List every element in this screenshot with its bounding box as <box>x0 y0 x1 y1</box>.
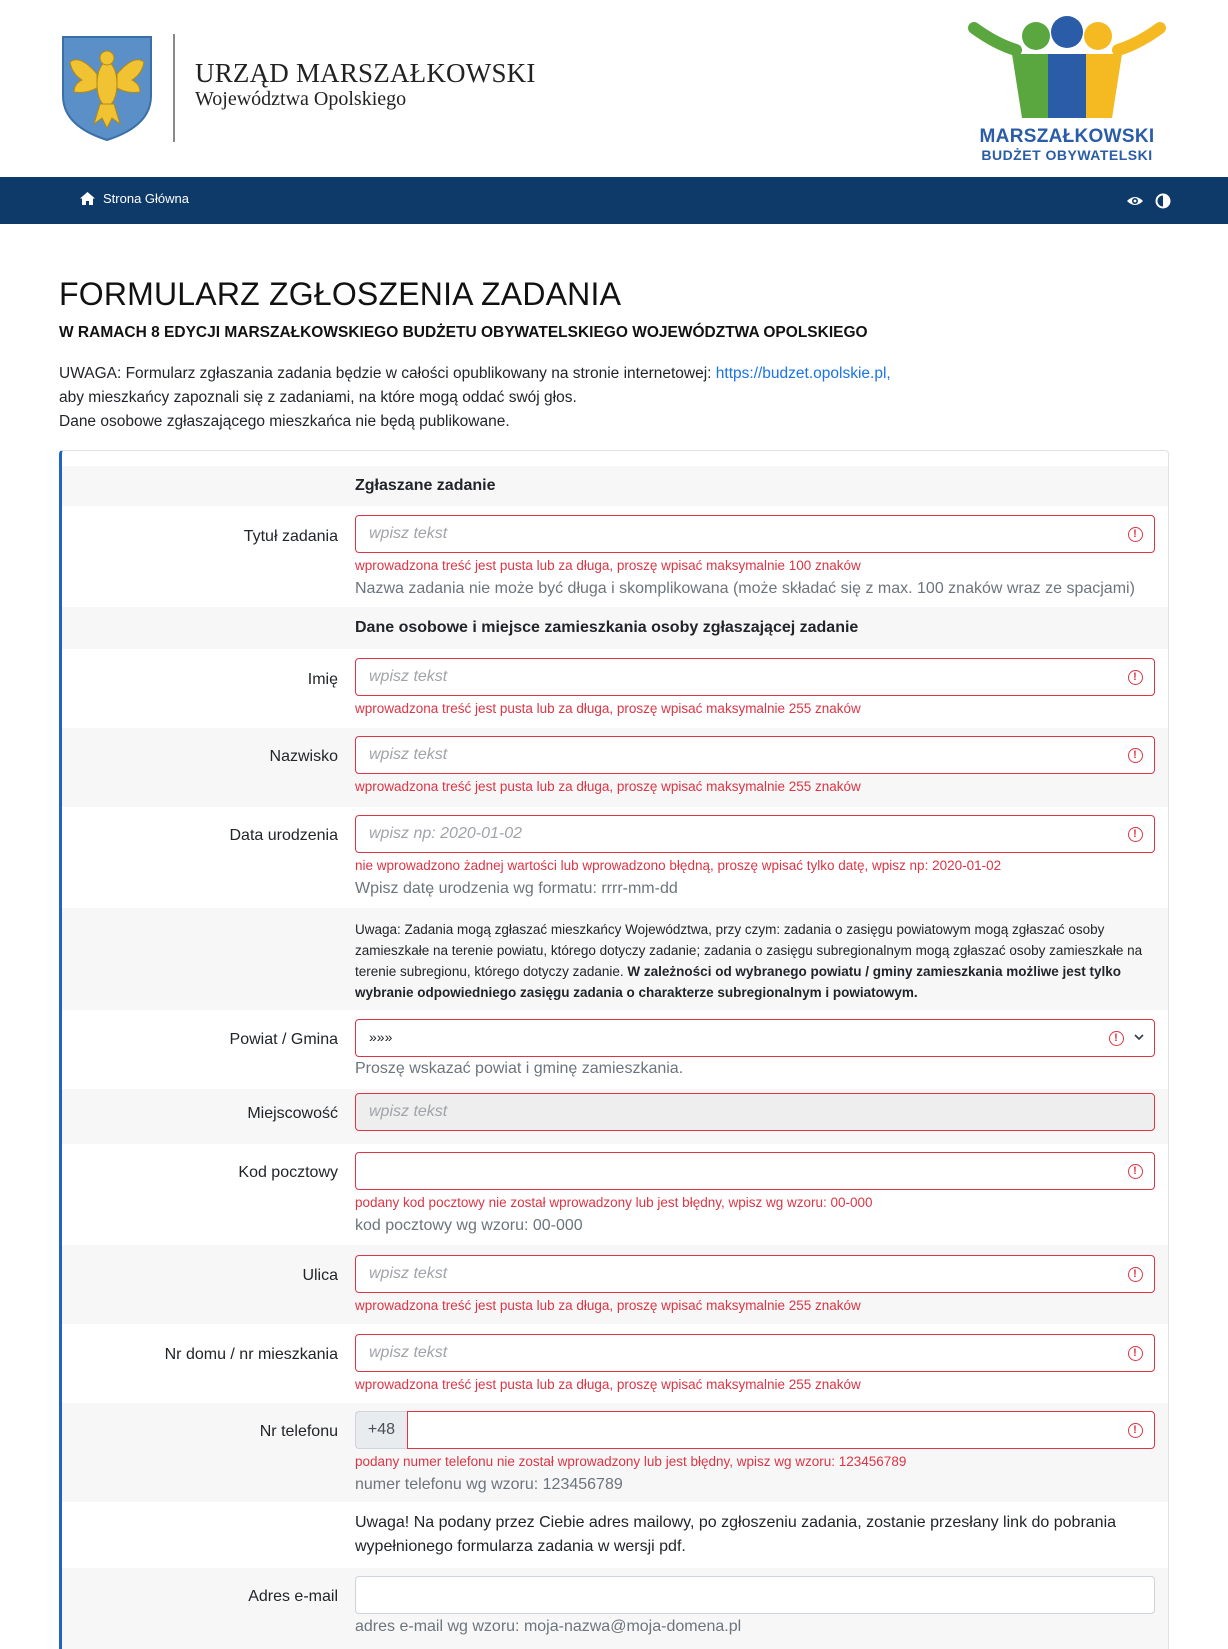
house-number-input[interactable] <box>356 1335 1154 1371</box>
section-task-title: Zgłaszane zadanie <box>355 477 496 494</box>
phone-error: podany numer telefonu nie został wprowadzony lub jest błędny, wpisz wg wzoru: 123456789 <box>355 1454 907 1469</box>
task-title-field[interactable] <box>355 515 1155 553</box>
notice-line1: UWAGA: Formularz zgłaszania zadania będzie w całości opublikowany na stronie internetowej: <box>59 365 716 382</box>
error-icon <box>1109 1031 1124 1046</box>
chevron-down-icon <box>1133 1031 1145 1043</box>
house-number-label: Nr domu / nr mieszkania <box>164 1346 338 1363</box>
org-name[interactable]: URZĄD MARSZAŁKOWSKI <box>195 58 536 88</box>
opolskie-crest-icon[interactable] <box>60 34 154 142</box>
birth-date-input[interactable] <box>356 816 1154 852</box>
birth-date-label: Data urodzenia <box>229 827 338 844</box>
error-icon <box>1128 748 1143 763</box>
last-name-field[interactable] <box>355 736 1155 774</box>
postal-code-error: podany kod pocztowy nie został wprowadzony lub jest błędny, wpisz wg wzoru: 00-000 <box>355 1195 873 1210</box>
contrast-icon[interactable] <box>1154 192 1172 210</box>
section-personal-title: Dane osobowe i miejsce zamieszkania osoby zgłaszającej zadanie <box>355 619 859 636</box>
house-number-field[interactable] <box>355 1334 1155 1372</box>
page-subtitle: W RAMACH 8 EDYCJI MARSZAŁKOWSKIEGO BUDŻETU OBYWATELSKIEGO WOJEWÓDZTWA OPOLSKIEGO <box>59 324 868 341</box>
birth-date-help: Wpisz datę urodzenia wg formatu: rrrr-mm-dd <box>355 880 678 897</box>
nav-home-label: Strona Główna <box>103 191 189 206</box>
last-name-label: Nazwisko <box>269 748 338 765</box>
city-row <box>62 1089 1169 1144</box>
phone-help: numer telefonu wg wzoru: 123456789 <box>355 1476 623 1493</box>
scope-note-row <box>62 908 1169 1010</box>
first-name-error: wprowadzona treść jest pusta lub za długa, proszę wpisać maksymalnie 255 znaków <box>355 701 861 716</box>
error-icon <box>1128 1164 1143 1179</box>
error-icon <box>1128 670 1143 685</box>
first-name-field[interactable] <box>355 658 1155 696</box>
notice-line3: Dane osobowe zgłaszającego mieszkańca nie będą publikowane. <box>59 413 510 430</box>
street-input[interactable] <box>356 1256 1154 1292</box>
org-subtitle[interactable]: Województwa Opolskiego <box>195 88 407 110</box>
task-title-help: Nazwa zadania nie może być długa i skomplikowana (może składać się z max. 100 znaków wraz ze spacjami) <box>355 580 1135 597</box>
header-divider <box>173 34 175 142</box>
last-name-row <box>62 728 1169 807</box>
eye-icon[interactable] <box>1126 192 1144 210</box>
phone-field[interactable] <box>407 1411 1155 1449</box>
district-select[interactable] <box>355 1019 1155 1057</box>
budget-site-link[interactable]: https://budzet.opolskie.pl, <box>715 365 891 382</box>
error-icon <box>1128 827 1143 842</box>
email-row <box>62 1568 1169 1649</box>
email-field[interactable] <box>355 1576 1155 1614</box>
birth-date-row <box>62 807 1169 908</box>
budget-logo-line1: MARSZAŁKOWSKI <box>979 126 1155 147</box>
error-icon <box>1128 527 1143 542</box>
house-number-error: wprowadzona treść jest pusta lub za długa, proszę wpisać maksymalnie 255 znaków <box>355 1377 861 1392</box>
district-select-value: »»» <box>369 1029 393 1045</box>
district-row <box>62 1010 1169 1089</box>
phone-row <box>62 1403 1169 1502</box>
house-number-row <box>62 1324 1169 1403</box>
birth-date-error: nie wprowadzono żadnej wartości lub wprowadzono błędną, proszę wpisać tylko datę, wpisz np: 2020-01-02 <box>355 858 1002 873</box>
email-note: Uwaga! Na podany przez Ciebie adres mailowy, po zgłoszeniu zadania, zostanie przesłany link do pobrania wypełnionego formularza zadania w wersji pdf. <box>355 1514 1117 1555</box>
city-label: Miejscowość <box>247 1105 338 1122</box>
task-title-row <box>62 506 1169 607</box>
postal-code-field[interactable] <box>355 1152 1155 1190</box>
birth-date-field[interactable] <box>355 815 1155 853</box>
city-input[interactable] <box>356 1094 1154 1130</box>
publication-notice <box>59 362 1179 434</box>
first-name-input[interactable] <box>356 659 1154 695</box>
postal-code-label: Kod pocztowy <box>238 1164 338 1181</box>
budget-logo-line2: BUDŻET OBYWATELSKI <box>981 147 1153 163</box>
last-name-error: wprowadzona treść jest pusta lub za długa, proszę wpisać maksymalnie 255 znaków <box>355 779 861 794</box>
email-help: adres e-mail wg wzoru: moja-nazwa@moja-domena.pl <box>355 1618 742 1635</box>
page-title: FORMULARZ ZGŁOSZENIA ZADANIA <box>59 276 622 312</box>
error-icon <box>1128 1267 1143 1282</box>
phone-prefix: +48 <box>355 1411 407 1449</box>
first-name-row <box>62 649 1169 728</box>
phone-input[interactable] <box>408 1412 1154 1448</box>
error-icon <box>1128 1423 1143 1438</box>
task-title-input[interactable] <box>356 516 1154 552</box>
scope-note <box>355 919 1155 1003</box>
task-title-label: Tytuł zadania <box>243 528 338 545</box>
notice-line2: aby mieszkańcy zapoznali się z zadaniami, na które mogą oddać swój głos. <box>59 389 577 406</box>
error-icon <box>1128 1346 1143 1361</box>
home-icon <box>80 192 95 205</box>
postal-code-help: kod pocztowy wg wzoru: 00-000 <box>355 1217 583 1234</box>
district-label: Powiat / Gmina <box>229 1031 338 1048</box>
postal-code-input[interactable] <box>356 1153 1154 1189</box>
task-title-error: wprowadzona treść jest pusta lub za długa, proszę wpisać maksymalnie 100 znaków <box>355 558 861 573</box>
first-name-label: Imię <box>307 671 338 688</box>
street-error: wprowadzona treść jest pusta lub za długa, proszę wpisać maksymalnie 255 znaków <box>355 1298 861 1313</box>
email-label: Adres e-mail <box>248 1588 338 1605</box>
section-task-row <box>62 466 1169 506</box>
scope-note-bold: W zależności od wybranego powiatu / gminy zamieszkania możliwe jest tylko wybranie odpowiedniego zasięgu zadania o charakterze subregionalnym i powiatowym. <box>355 964 1122 1000</box>
street-row <box>62 1245 1169 1324</box>
city-field[interactable] <box>355 1093 1155 1131</box>
nav-home-link[interactable] <box>80 191 189 206</box>
street-field[interactable] <box>355 1255 1155 1293</box>
section-personal-row <box>62 607 1169 649</box>
site-header <box>0 0 1228 177</box>
street-label: Ulica <box>302 1267 338 1284</box>
main-navbar <box>0 177 1228 224</box>
postal-code-row <box>62 1144 1169 1245</box>
district-help: Proszę wskazać powiat i gminę zamieszkania. <box>355 1060 684 1077</box>
scope-note-text: Uwaga: Zadania mogą zgłaszać mieszkańcy Województwa, przy czym: zadania o zasięgu powiatowym mogą zgłaszać osoby zamieszkałe na terenie powiatu, którego dotyczy zadanie; zadania o zasięgu subregionalnym mogą zgłaszać osoby zamieszkałe na terenie subregionu, którego dotyczy zadanie. <box>355 922 1143 979</box>
last-name-input[interactable] <box>356 737 1154 773</box>
task-form <box>59 450 1169 1649</box>
phone-label: Nr telefonu <box>259 1423 338 1440</box>
email-input[interactable] <box>356 1577 1154 1613</box>
email-note-row <box>62 1502 1169 1568</box>
